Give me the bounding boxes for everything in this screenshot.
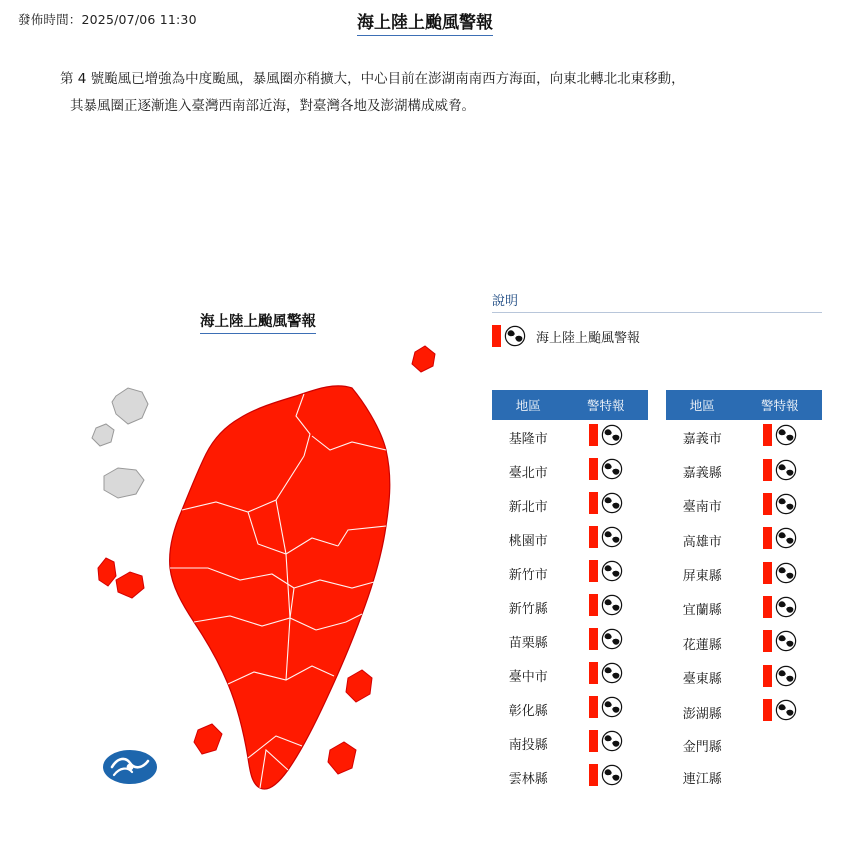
red-bar-icon bbox=[763, 665, 772, 687]
typhoon-warning-mark bbox=[589, 492, 623, 514]
warning-cell bbox=[564, 522, 647, 556]
warning-cell bbox=[564, 488, 647, 522]
typhoon-swirl-icon bbox=[601, 764, 623, 786]
area-name: 新北市 bbox=[508, 499, 548, 515]
area-name: 臺南市 bbox=[682, 500, 722, 516]
table-row[interactable] bbox=[667, 695, 822, 729]
typhoon-warning-mark bbox=[589, 662, 623, 684]
header-area: 地區 bbox=[493, 391, 565, 420]
typhoon-warning-mark bbox=[589, 730, 623, 752]
island-penghu-a bbox=[98, 558, 116, 586]
red-bar-icon bbox=[763, 630, 772, 652]
red-bar-icon bbox=[589, 492, 598, 514]
warning-cell bbox=[564, 420, 647, 455]
warning-cell bbox=[738, 695, 821, 729]
typhoon-warning-mark bbox=[589, 696, 623, 718]
typhoon-swirl-icon bbox=[775, 562, 797, 584]
typhoon-swirl-icon bbox=[775, 459, 797, 481]
table-row[interactable] bbox=[667, 626, 822, 660]
red-bar-icon bbox=[589, 458, 598, 480]
warning-cell bbox=[738, 592, 821, 626]
table-row[interactable] bbox=[493, 556, 648, 590]
header-warning: 警特報 bbox=[738, 391, 821, 420]
warning-cell bbox=[564, 692, 647, 726]
typhoon-swirl-icon bbox=[775, 665, 797, 687]
table-row[interactable] bbox=[493, 488, 648, 522]
red-bar-icon bbox=[589, 628, 598, 650]
warning-cell bbox=[564, 454, 647, 488]
warning-cell bbox=[564, 658, 647, 692]
typhoon-warning-mark bbox=[589, 424, 623, 446]
typhoon-swirl-icon bbox=[775, 527, 797, 549]
typhoon-swirl-icon bbox=[601, 730, 623, 752]
island-southwest bbox=[194, 724, 222, 754]
red-bar-icon bbox=[589, 526, 598, 548]
typhoon-swirl-icon bbox=[504, 325, 526, 347]
typhoon-swirl-icon bbox=[775, 630, 797, 652]
table-row[interactable] bbox=[667, 557, 822, 591]
warning-cell bbox=[738, 729, 821, 761]
table-row[interactable] bbox=[493, 522, 648, 556]
island-penghu-b bbox=[116, 572, 144, 598]
islet-grey-3 bbox=[104, 468, 144, 498]
table-row[interactable] bbox=[493, 420, 648, 455]
typhoon-warning-mark bbox=[589, 458, 623, 480]
warning-cell bbox=[738, 454, 821, 488]
typhoon-warning-mark bbox=[763, 596, 797, 618]
red-bar-icon bbox=[763, 424, 772, 446]
area-name: 基隆市 bbox=[508, 431, 548, 447]
area-name: 臺北市 bbox=[508, 465, 548, 481]
typhoon-warning-mark bbox=[763, 665, 797, 687]
typhoon-swirl-icon bbox=[775, 493, 797, 515]
island-orchid bbox=[328, 742, 356, 774]
table-row[interactable] bbox=[493, 590, 648, 624]
warning-table-right bbox=[666, 390, 822, 794]
area-name: 臺中市 bbox=[508, 669, 548, 685]
table-row[interactable] bbox=[667, 762, 822, 794]
table-row[interactable] bbox=[667, 420, 822, 455]
red-bar-icon bbox=[763, 596, 772, 618]
red-bar-icon bbox=[763, 562, 772, 584]
red-bar-icon bbox=[763, 493, 772, 515]
table-row[interactable] bbox=[493, 454, 648, 488]
typhoon-warning-mark bbox=[589, 526, 623, 548]
warning-cell bbox=[564, 624, 647, 658]
typhoon-swirl-icon bbox=[601, 628, 623, 650]
area-name: 苗栗縣 bbox=[508, 635, 548, 651]
warning-cell bbox=[738, 762, 821, 794]
table-header-row bbox=[493, 391, 648, 420]
red-bar-icon bbox=[763, 699, 772, 721]
warning-cell bbox=[738, 420, 821, 455]
red-bar-icon bbox=[763, 459, 772, 481]
area-name: 高雄市 bbox=[682, 534, 722, 550]
area-name: 雲林縣 bbox=[508, 771, 548, 787]
table-row[interactable] bbox=[493, 726, 648, 760]
typhoon-warning-mark bbox=[763, 493, 797, 515]
red-bar-icon bbox=[589, 424, 598, 446]
typhoon-swirl-icon bbox=[601, 492, 623, 514]
area-name: 桃園市 bbox=[508, 533, 548, 549]
map-title: 海上陸上颱風警報 bbox=[200, 310, 316, 334]
area-name: 澎湖縣 bbox=[682, 706, 722, 722]
area-name: 花蓮縣 bbox=[682, 637, 722, 653]
table-row[interactable] bbox=[493, 624, 648, 658]
typhoon-warning-mark bbox=[763, 562, 797, 584]
table-row[interactable] bbox=[493, 760, 648, 794]
area-name: 彰化縣 bbox=[508, 703, 548, 719]
warning-cell bbox=[564, 556, 647, 590]
area-name: 臺東縣 bbox=[682, 672, 722, 688]
typhoon-swirl-icon bbox=[775, 424, 797, 446]
cwa-logo bbox=[102, 745, 158, 789]
table-row[interactable] bbox=[667, 592, 822, 626]
islet-grey-2 bbox=[92, 424, 114, 446]
advisory-line-1: 第 4 號颱風已增強為中度颱風，暴風圈亦稍擴大，中心目前在澎湖南南西方海面，向東北轉北北東移動， bbox=[60, 71, 685, 87]
area-name: 新竹縣 bbox=[508, 601, 548, 617]
area-name: 嘉義縣 bbox=[682, 466, 722, 482]
warning-cell bbox=[738, 523, 821, 557]
page-title bbox=[0, 8, 850, 33]
area-name: 南投縣 bbox=[508, 737, 548, 753]
area-name: 宜蘭縣 bbox=[682, 603, 722, 619]
area-name: 連江縣 bbox=[682, 772, 722, 788]
legend-divider bbox=[492, 312, 822, 313]
table-row[interactable] bbox=[493, 658, 648, 692]
typhoon-warning-mark bbox=[589, 560, 623, 582]
typhoon-warning-mark bbox=[589, 594, 623, 616]
typhoon-warning-mark bbox=[763, 459, 797, 481]
red-bar-icon bbox=[589, 560, 598, 582]
warning-tables bbox=[492, 390, 822, 794]
typhoon-swirl-icon bbox=[601, 458, 623, 480]
warning-table-left bbox=[492, 390, 648, 794]
table-row[interactable] bbox=[667, 523, 822, 557]
typhoon-warning-mark bbox=[589, 764, 623, 786]
table-row[interactable] bbox=[667, 661, 822, 695]
legend-item-typhoon bbox=[492, 325, 822, 347]
advisory-text bbox=[60, 66, 790, 120]
table-row[interactable] bbox=[667, 454, 822, 488]
table-row[interactable] bbox=[493, 692, 648, 726]
legend-item-label: 海上陸上颱風警報 bbox=[536, 330, 641, 346]
warning-cell bbox=[564, 726, 647, 760]
red-bar-icon bbox=[589, 662, 598, 684]
area-name: 新竹市 bbox=[508, 567, 548, 583]
warning-cell bbox=[738, 557, 821, 591]
typhoon-warning-mark bbox=[589, 628, 623, 650]
issue-time: 發佈時間：2025/07/06 11:30 bbox=[18, 12, 197, 27]
warning-cell bbox=[564, 760, 647, 794]
table-row[interactable] bbox=[667, 729, 822, 761]
legend bbox=[492, 290, 822, 347]
island-green bbox=[346, 670, 372, 702]
red-bar-icon bbox=[763, 527, 772, 549]
red-bar-icon bbox=[492, 325, 501, 347]
warning-cell bbox=[738, 489, 821, 523]
typhoon-swirl-icon bbox=[601, 424, 623, 446]
table-row[interactable] bbox=[667, 489, 822, 523]
typhoon-warning-mark bbox=[763, 699, 797, 721]
area-name: 屏東縣 bbox=[682, 569, 722, 585]
typhoon-swirl-icon bbox=[601, 526, 623, 548]
warning-cell bbox=[738, 626, 821, 660]
page-title-text: 海上陸上颱風警報 bbox=[357, 13, 493, 36]
typhoon-swirl-icon bbox=[601, 696, 623, 718]
typhoon-swirl-icon bbox=[601, 560, 623, 582]
warning-cell bbox=[738, 661, 821, 695]
table-header-row bbox=[667, 391, 822, 420]
legend-title: 說明 bbox=[492, 294, 519, 309]
typhoon-warning-mark bbox=[763, 630, 797, 652]
header-warning: 警特報 bbox=[564, 391, 647, 420]
header-area: 地區 bbox=[667, 391, 739, 420]
warning-cell bbox=[564, 590, 647, 624]
map-panel bbox=[90, 300, 470, 820]
typhoon-swirl-icon bbox=[601, 594, 623, 616]
red-bar-icon bbox=[589, 594, 598, 616]
area-name: 金門縣 bbox=[682, 739, 722, 755]
red-bar-icon bbox=[589, 730, 598, 752]
area-name: 嘉義市 bbox=[682, 431, 722, 447]
typhoon-swirl-icon bbox=[775, 596, 797, 618]
islet-grey-1 bbox=[112, 388, 148, 424]
typhoon-warning-mark bbox=[492, 325, 526, 347]
red-bar-icon bbox=[589, 764, 598, 786]
island-matsu bbox=[412, 346, 435, 372]
red-bar-icon bbox=[589, 696, 598, 718]
typhoon-swirl-icon bbox=[775, 699, 797, 721]
typhoon-warning-mark bbox=[763, 424, 797, 446]
typhoon-swirl-icon bbox=[601, 662, 623, 684]
typhoon-warning-mark bbox=[763, 527, 797, 549]
advisory-line-2: 其暴風圈正逐漸進入臺灣西南部近海，對臺灣各地及澎湖構成威脅。 bbox=[70, 98, 475, 114]
